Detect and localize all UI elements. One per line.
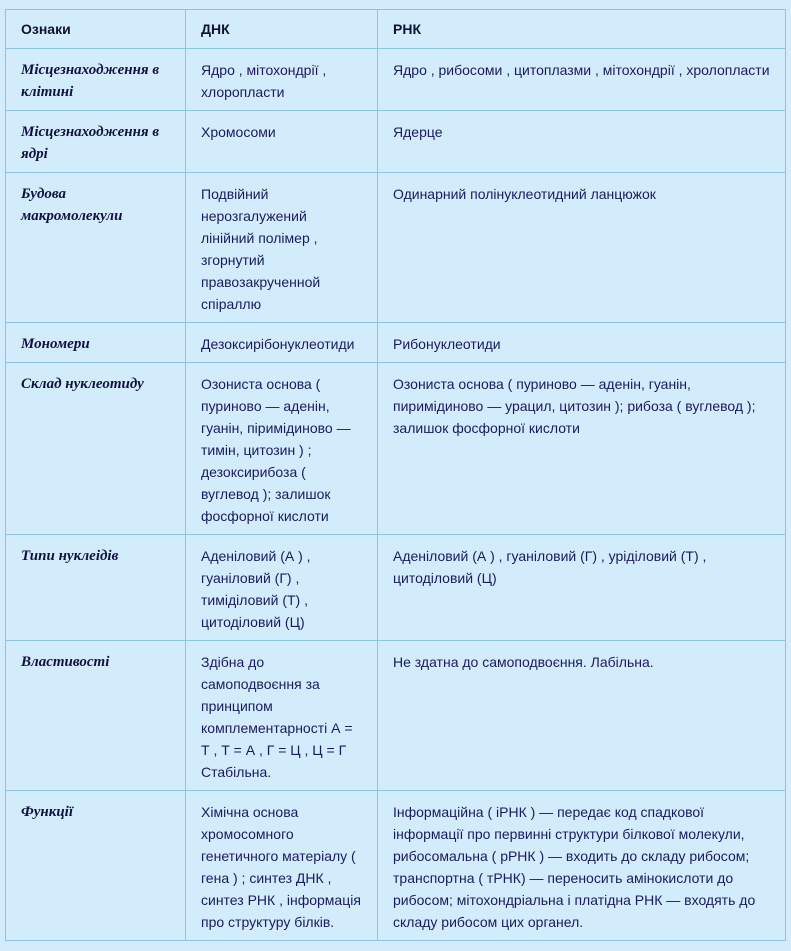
table-row <box>6 641 786 791</box>
rna-cell: Рибонуклеотиди <box>378 323 786 363</box>
dna-cell: Здібна до самоподвоєння за принципом комплементарності А = Т , Т = А , Г = Ц , Ц = Г Стабільна. <box>186 641 378 791</box>
dna-cell: Ядро , мітохондрії , хлоропласти <box>186 49 378 111</box>
table-row <box>6 173 786 323</box>
row-label: Функції <box>6 791 186 941</box>
table-row <box>6 49 786 111</box>
row-label: Властивості <box>6 641 186 791</box>
row-label: Місцезнаходження в клітині <box>6 49 186 111</box>
table-row <box>6 791 786 941</box>
table-header-row <box>6 10 786 49</box>
dna-cell: Дезоксирібонуклеотиди <box>186 323 378 363</box>
row-label: Будова макромолекули <box>6 173 186 323</box>
dna-cell: Подвійний нерозгалужений лінійний полімер , згорнутий правозакрученной спіраллю <box>186 173 378 323</box>
table-row <box>6 535 786 641</box>
dna-cell: Аденіловий (А ) , гуаніловий (Г) , тиміділовий (Т) , цитоділовий (Ц) <box>186 535 378 641</box>
header-rna: РНК <box>378 10 786 49</box>
dna-cell: Хромосоми <box>186 111 378 173</box>
table-row <box>6 363 786 535</box>
dna-rna-comparison-table <box>5 9 786 941</box>
table-row <box>6 111 786 173</box>
dna-cell: Хімічна основа хромосомного генетичного матеріалу ( гена ) ; синтез ДНК , синтез РНК , інформація про структуру білків. <box>186 791 378 941</box>
dna-cell: Озониста основа ( пуриново — аденін, гуанін, піримідиново — тимін, цитозин ) ; дезоксирибоза ( вуглевод ); залишок фосфорної кислоти <box>186 363 378 535</box>
row-label: Місцезнаходження в ядрі <box>6 111 186 173</box>
row-label: Склад нуклеотиду <box>6 363 186 535</box>
rna-cell: Не здатна до самоподвоєння. Лабільна. <box>378 641 786 791</box>
header-dna: ДНК <box>186 10 378 49</box>
rna-cell: Ядро , рибосоми , цитоплазми , мітохондрії , хролопласти <box>378 49 786 111</box>
row-label: Мономери <box>6 323 186 363</box>
rna-cell: Аденіловий (А ) , гуаніловий (Г) , уріділовий (Т) , цитоділовий (Ц) <box>378 535 786 641</box>
rna-cell: Озониста основа ( пуриново — аденін, гуанін, пиримідиново — урацил, цитозин ); рибоза ( вуглевод ); залишок фосфорної кислоти <box>378 363 786 535</box>
table-row <box>6 323 786 363</box>
rna-cell: Ядерце <box>378 111 786 173</box>
rna-cell: Одинарний полінуклеотидний ланцюжок <box>378 173 786 323</box>
row-label: Типи нуклеідів <box>6 535 186 641</box>
rna-cell: Інформаційна ( іРНК ) — передає код спадкової інформації про первинні структури білкової молекули, рибосомальна ( рРНК ) — входить до складу рибосом; транспортна ( тРНК) — переносить амінокислоти до рибосом; мітохондріальна і платідна РНК — входять до складу рибосом цих органел. <box>378 791 786 941</box>
header-features: Ознаки <box>6 10 186 49</box>
comparison-table-container <box>5 9 785 941</box>
